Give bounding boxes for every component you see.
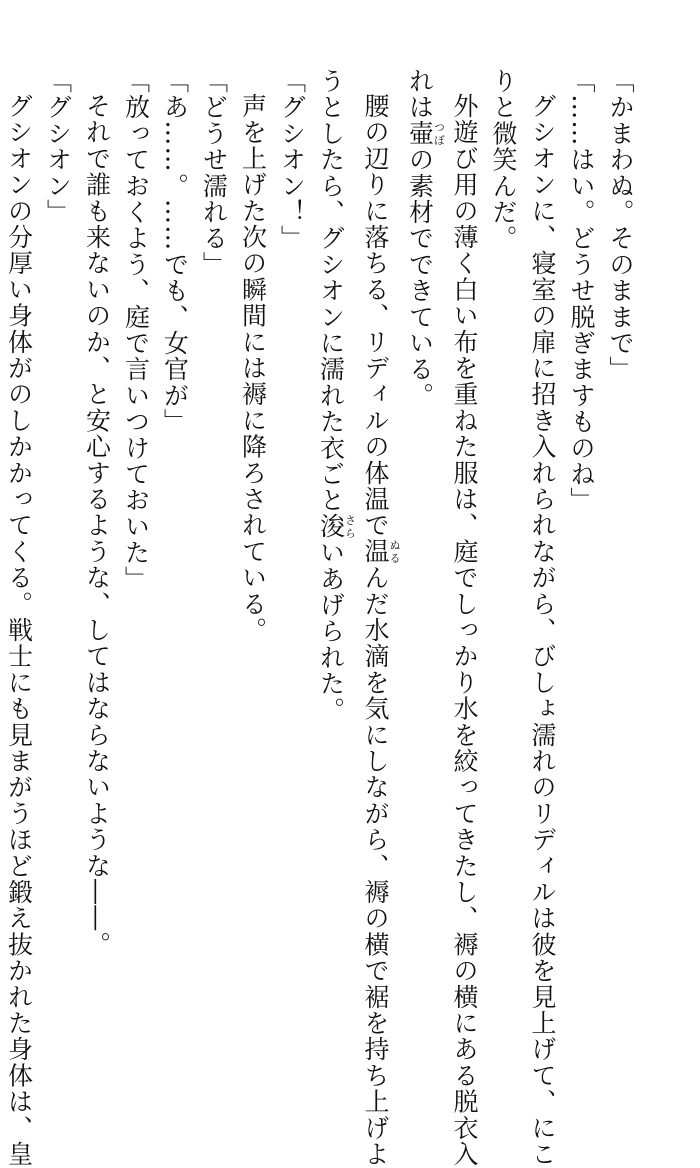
text-line: グシオンに、寝室の扉に招き入れられながら、びしょ濡れのリディルは彼を見上げて、にこ [528,93,557,1168]
vertical-text-block [4,68,640,1168]
text-line: 「グシオン」 [43,68,73,226]
text-line [356,68,401,1168]
text-segment: 腰の辺りに落ちる、リディルの体温で [361,93,390,539]
text-line [401,68,446,968]
text-line: 声を上げた次の瞬間には褥に降ろされている。 [238,93,268,644]
text-line: 「かまわぬ。そのままで」 [606,68,635,383]
text-segment: いあげられた。 [316,539,346,724]
ruby-reading: ぬる [388,538,401,565]
ruby-reading: さら [343,513,357,540]
text-line: 「グシオン！」 [277,68,307,252]
ruby-word [316,513,357,540]
ruby-reading: つぼ [432,120,446,147]
text-line: りと微笑んだ。 [489,68,518,252]
text-segment: れは [405,68,435,121]
text-segment: 素材でできている。 [405,172,435,409]
text-line: 「……はい。どうせ脱ぎますものね」 [567,68,596,514]
text-segment: うとしたら、グシオンに濡れた衣ごと [316,68,346,514]
text-segment: 水滴を気にしながら、褥の横で裾を持ち上げよ [361,617,390,1168]
text-line [312,68,357,968]
text-segment: んだ [361,564,390,618]
text-line: 「放っておくよう、庭で言いつけておいた」 [121,68,151,592]
ruby-base: 浚 [316,513,346,540]
ruby-base: 壷 [405,120,435,147]
ruby-word [361,538,401,565]
text-line: それで誰も来ないのか、と安心するような、してはならないような――。 [82,93,112,958]
ruby-base: 温 [361,538,390,565]
ruby-word [405,120,446,147]
text-line: 「どうせ濡れる」 [199,68,229,278]
text-line: グシオンの分厚い身体がのしかかってくる。戦士にも見まがうほど鍛え抜かれた身体は、皇 [4,93,34,1168]
text-segment: の [405,146,435,173]
text-line: 外遊び用の薄く白い布を重ねた服は、庭でしっかり水を絞ってきたし、褥の横にある脱衣入 [450,93,479,1168]
text-line: 「あ……。……でも、女官が」 [160,68,190,435]
